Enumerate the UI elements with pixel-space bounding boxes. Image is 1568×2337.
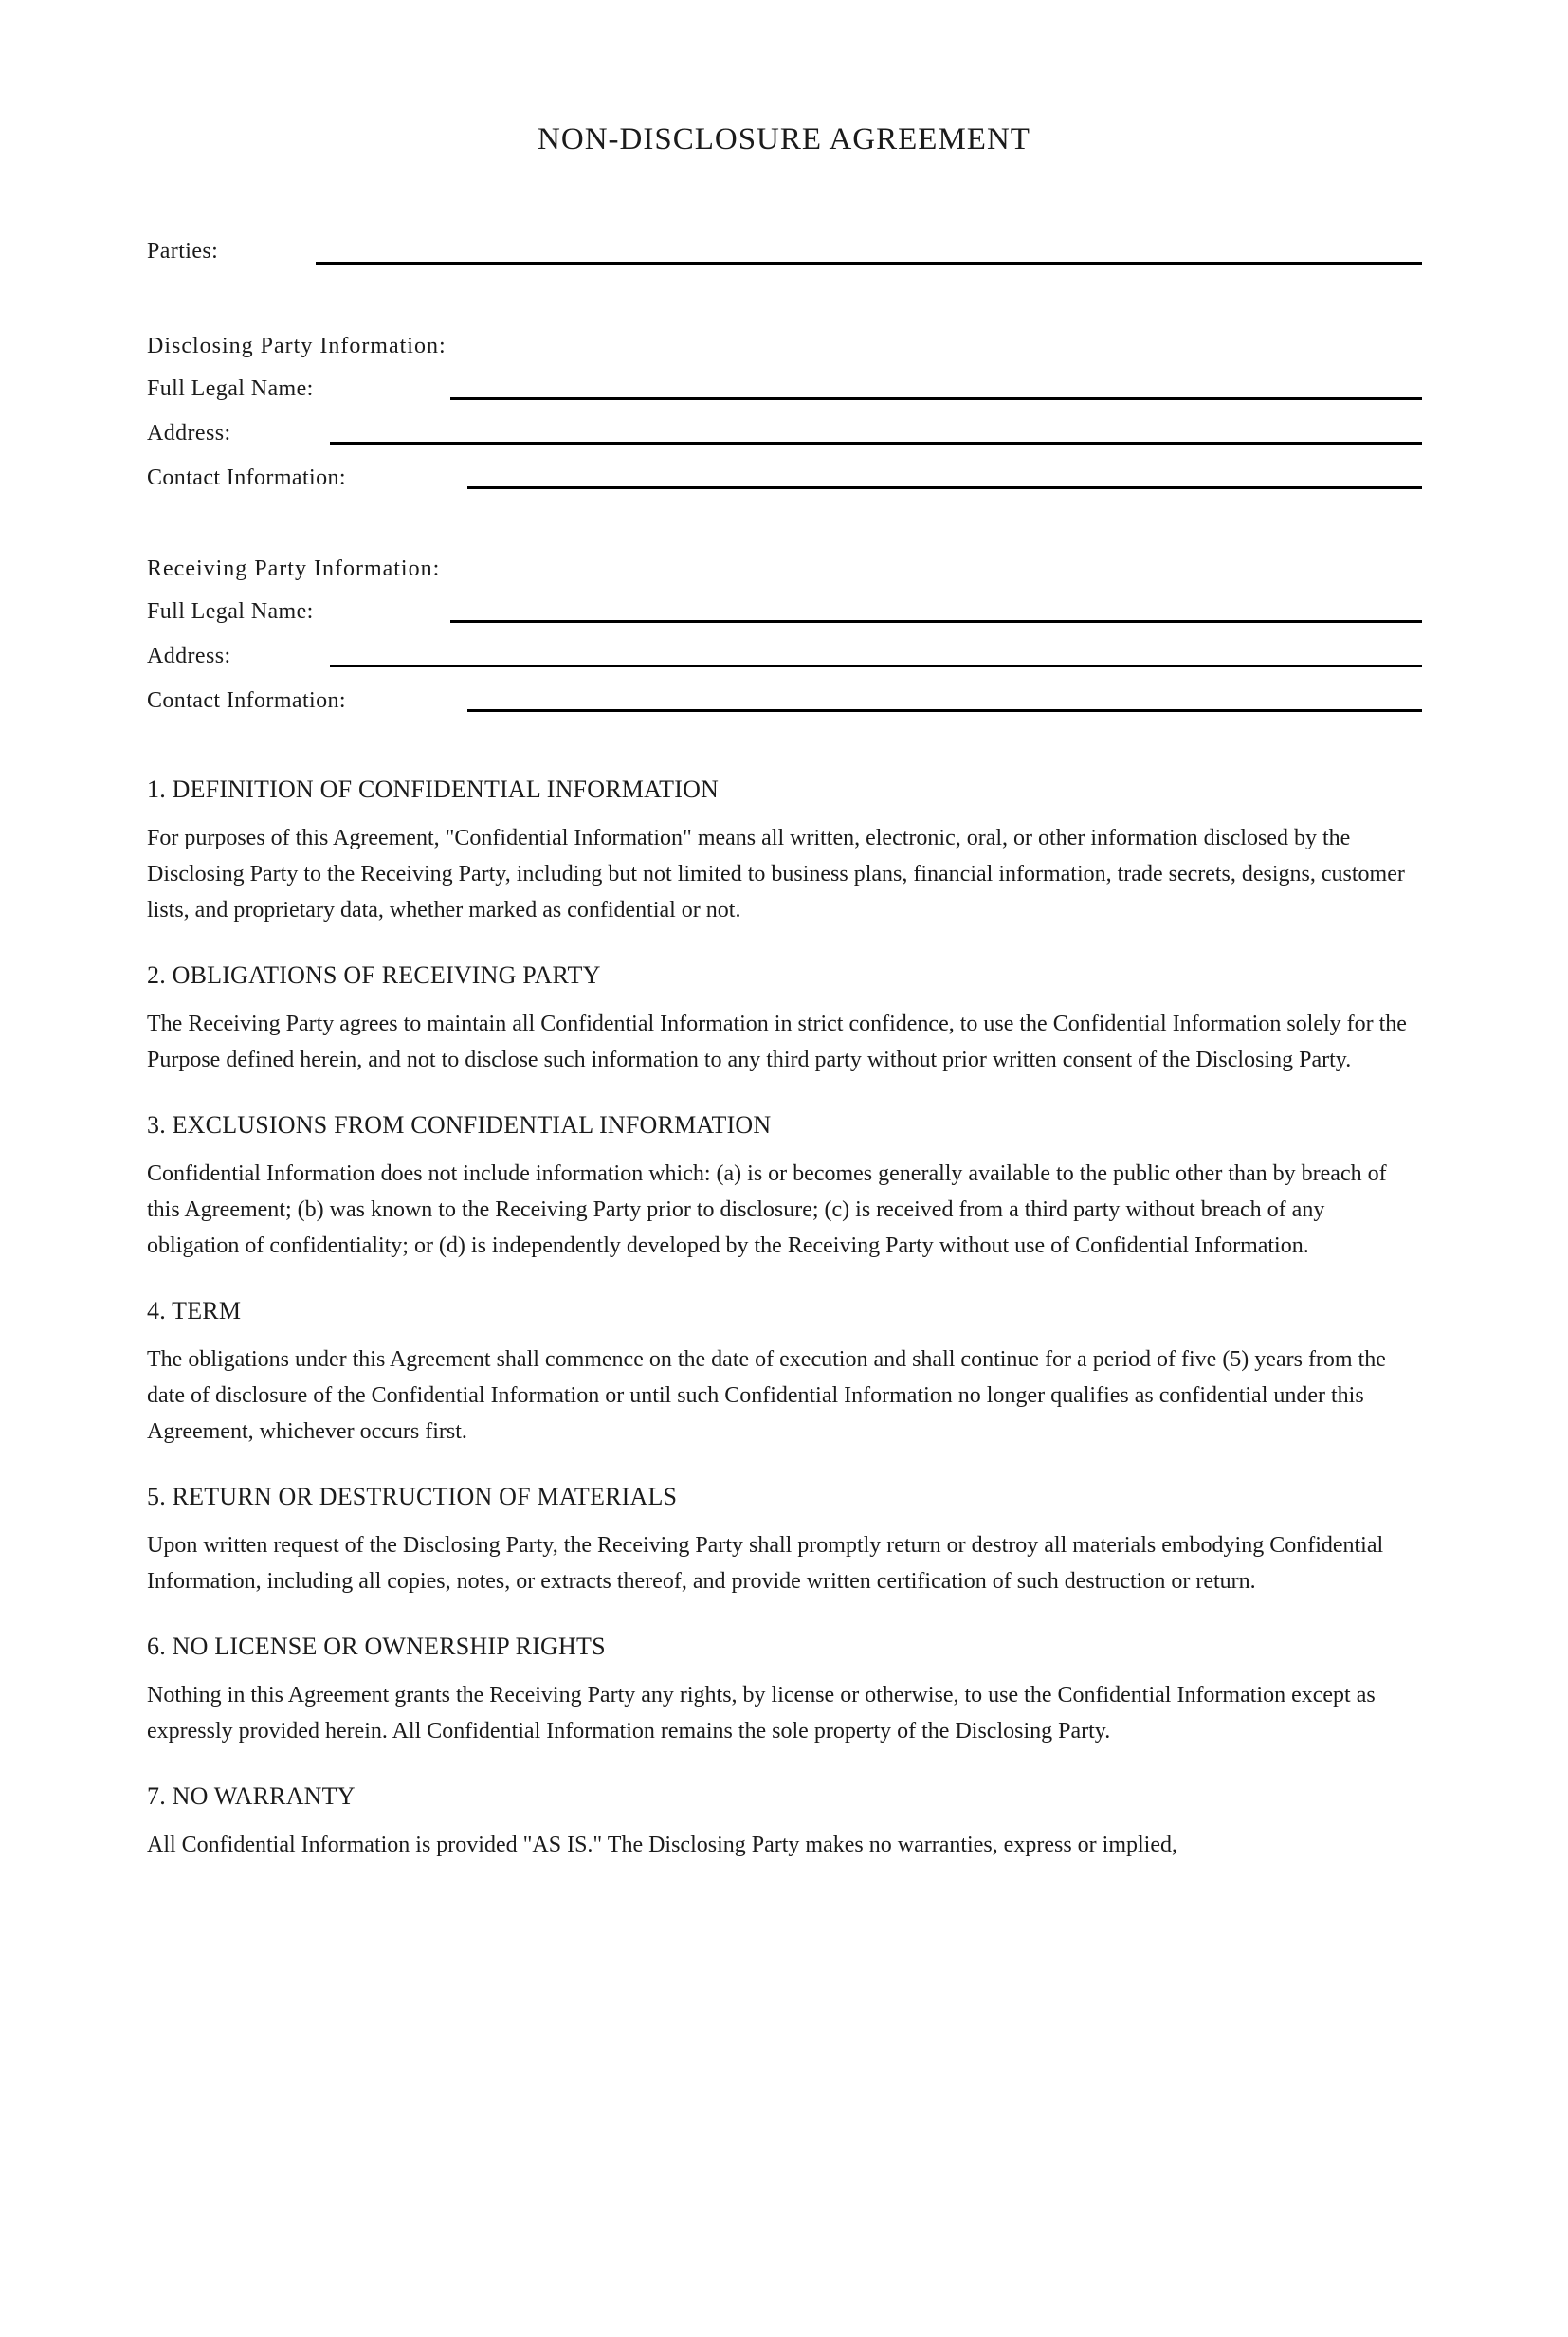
disclosing-address-field[interactable] <box>330 442 1422 445</box>
disclosing-contact-label: Contact Information: <box>147 466 346 490</box>
section-6-heading: 6. NO LICENSE OR OWNERSHIP RIGHTS <box>147 1633 606 1660</box>
receiving-address-field[interactable] <box>330 665 1422 667</box>
receiving-contact-field[interactable] <box>467 709 1422 712</box>
section-exclusions-from-confidential-information <box>147 1110 1422 1264</box>
section-2-body: The Receiving Party agrees to maintain all Confidential Information in strict confidence, to use the Confidential Information solely for the Purpose defined herein, and not to disclose such information to any third party without prior written consent of the Disclosing Party. <box>147 1012 1407 1072</box>
receiving-address-row <box>147 642 1422 686</box>
section-3-heading: 3. EXCLUSIONS FROM CONFIDENTIAL INFORMATION <box>147 1111 772 1139</box>
section-no-license-or-ownership-rights <box>147 1632 1422 1749</box>
document-content <box>147 237 1422 1863</box>
receiving-contact-label: Contact Information: <box>147 688 346 713</box>
receiving-contact-row <box>147 686 1422 731</box>
disclosing-party-heading: Disclosing Party Information: <box>147 334 447 358</box>
section-4-heading: 4. TERM <box>147 1297 242 1324</box>
section-4-body: The obligations under this Agreement shall commence on the date of execution and shall continue for a period of five (5) years from the date of disclosure of the Confidential Information or until such Confidential Information no longer qualifies as confidential under this Agreement, whichever occurs first. <box>147 1347 1386 1444</box>
document-page <box>0 119 1568 2337</box>
section-2-heading: 2. OBLIGATIONS OF RECEIVING PARTY <box>147 961 601 989</box>
section-no-warranty <box>147 1781 1422 1863</box>
parties-label: Parties: <box>147 239 219 264</box>
disclosing-party-fields <box>147 374 1422 508</box>
section-1-heading: 1. DEFINITION OF CONFIDENTIAL INFORMATION <box>147 776 720 803</box>
receiving-full-legal-name-field[interactable] <box>450 620 1422 623</box>
section-7-body: All Confidential Information is provided "AS IS." The Disclosing Party makes no warranties, express or implied, <box>147 1833 1177 1857</box>
section-3-body: Confidential Information does not include information which: (a) is or becomes generally available to the public other than by breach of this Agreement; (b) was known to the Receiving Party prior to disclosure; (c) is received from a third party without breach of any obligation of confidentiality; or (d) is independently developed by the Receiving Party without use of Confidential Information. <box>147 1161 1387 1258</box>
disclosing-full-legal-name-label: Full Legal Name: <box>147 376 314 401</box>
disclosing-full-legal-name-field[interactable] <box>450 397 1422 400</box>
agreement-sections <box>147 775 1422 1863</box>
section-obligations-of-receiving-party <box>147 960 1422 1078</box>
section-return-or-destruction-of-materials <box>147 1482 1422 1599</box>
disclosing-full-legal-name-row <box>147 374 1422 419</box>
section-7-heading: 7. NO WARRANTY <box>147 1782 356 1810</box>
disclosing-contact-field[interactable] <box>467 486 1422 489</box>
parties-field[interactable] <box>316 262 1422 265</box>
disclosing-address-row <box>147 419 1422 464</box>
parties-row <box>147 237 1422 282</box>
receiving-full-legal-name-label: Full Legal Name: <box>147 599 314 624</box>
section-1-body: For purposes of this Agreement, "Confidential Information" means all written, electronic, oral, or other information disclosed by the Disclosing Party to the Receiving Party, including but not limited to business plans, financial information, trade secrets, designs, customer lists, and proprietary data, whether marked as confidential or not. <box>147 826 1405 922</box>
section-term <box>147 1296 1422 1450</box>
receiving-party-fields <box>147 597 1422 731</box>
section-5-heading: 5. RETURN OR DESTRUCTION OF MATERIALS <box>147 1483 678 1510</box>
section-5-body: Upon written request of the Disclosing Party, the Receiving Party shall promptly return or destroy all materials embodying Confidential Information, including all copies, notes, or extracts thereof, and provide written certification of such destruction or return. <box>147 1533 1384 1594</box>
receiving-address-label: Address: <box>147 644 231 668</box>
disclosing-contact-row <box>147 464 1422 508</box>
receiving-full-legal-name-row <box>147 597 1422 642</box>
receiving-party-heading: Receiving Party Information: <box>147 557 441 581</box>
disclosing-address-label: Address: <box>147 421 231 446</box>
section-6-body: Nothing in this Agreement grants the Receiving Party any rights, by license or otherwise, to use the Confidential Information except as expressly provided herein. All Confidential Information remains the sole property of the Disclosing Party. <box>147 1683 1376 1744</box>
section-definition-of-confidential-information <box>147 775 1422 928</box>
document-title: NON-DISCLOSURE AGREEMENT <box>538 122 1030 156</box>
